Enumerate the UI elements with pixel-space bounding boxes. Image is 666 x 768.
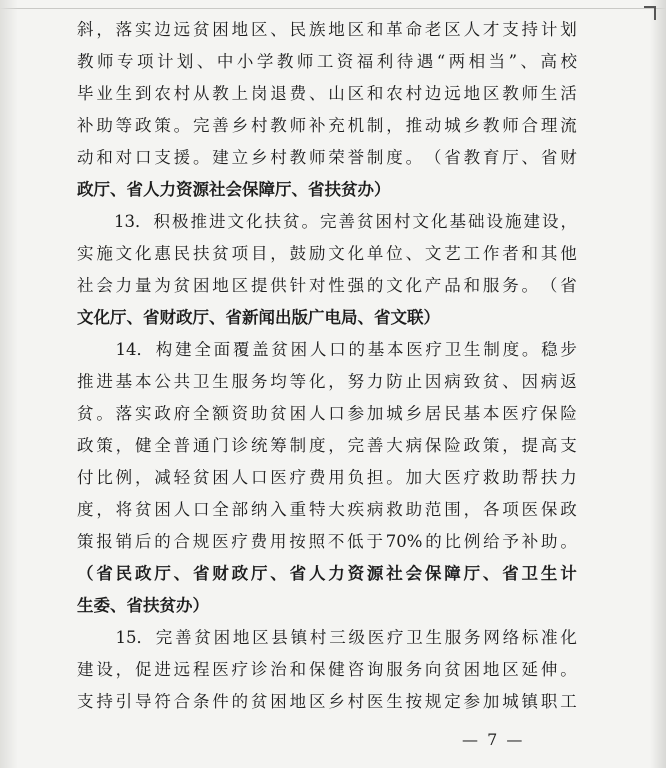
text-line: 政 策 ， 健 全 普 通 门 诊 统 筹 制 度 ， 完 善 大 病 保 险 政 策 ， 提 高 支 bbox=[77, 436, 577, 455]
page-corner-mark bbox=[644, 6, 656, 20]
scan-left-shadow bbox=[0, 0, 18, 768]
text-line: 建 设 ， 促 进 远 程 医 疗 诊 治 和 保 健 咨 询 服 务 向 贫 困 地 区 延 伸 。 bbox=[77, 660, 577, 679]
text-line: 度 ， 将 贫 困 人 口 全 部 纳 入 重 特 大 疾 病 救 助 范 围 ， 各 项 医 保 政 bbox=[77, 500, 577, 519]
text-line: 13． 积 极 推 进 文 化 扶 贫 。 完 善 贫 困 村 文 化 基 础 设 施 建 设 ， bbox=[114, 212, 577, 231]
text-line: 政厅、省人力资源社会保障厅、省扶贫办） bbox=[77, 180, 391, 199]
text-line: 文化厅、省财政厅、省新闻出版广电局、省文联） bbox=[77, 308, 440, 327]
page-top-edge bbox=[0, 8, 666, 9]
text-line: （ 省 民 政 厅 、 省 财 政 厅 、 省 人 力 资 源 社 会 保 障 厅 、 省 卫 生 计 bbox=[77, 564, 577, 583]
text-line: 14． 构 建 全 面 覆 盖 贫 困 人 口 的 基 本 医 疗 卫 生 制 度 。 稳 步 bbox=[115, 340, 577, 359]
text-line: 推 进 基 本 公 共 卫 生 服 务 均 等 化 ， 努 力 防 止 因 病 致 贫 、 因 病 返 bbox=[77, 372, 577, 391]
text-line: 15． 完 善 贫 困 地 区 县 镇 村 三 级 医 疗 卫 生 服 务 网 络 标 准 化 bbox=[115, 628, 577, 647]
text-line: 教 师 专 项 计 划 、 中 小 学 教 师 工 资 福 利 待 遇 “ 两 相 当 ” 、 高 校 bbox=[77, 52, 577, 71]
text-line: 社 会 力 量 为 贫 困 地 区 提 供 针 对 性 强 的 文 化 产 品 和 服 务 。 （ 省 bbox=[77, 276, 577, 295]
text-line: 补 助 等 政 策 。 完 善 乡 村 教 师 补 充 机 制 ， 推 动 城 乡 教 师 合 理 流 bbox=[77, 116, 577, 135]
document-body bbox=[77, 14, 577, 718]
text-line: 斜 ， 落 实 边 远 贫 困 地 区 、 民 族 地 区 和 革 命 老 区 人 才 支 持 计 划 bbox=[77, 20, 577, 39]
text-line: 付 比 例 ， 减 轻 贫 困 人 口 医 疗 费 用 负 担 。 加 大 医 疗 救 助 帮 扶 力 bbox=[77, 468, 577, 487]
text-line: 毕 业 生 到 农 村 从 教 上 岗 退 费 、 山 区 和 农 村 边 远 地 区 教 师 生 活 bbox=[77, 84, 577, 103]
text-line: 贫 。 落 实 政 府 全 额 资 助 贫 困 人 口 参 加 城 乡 居 民 基 本 医 疗 保 险 bbox=[77, 404, 577, 423]
text-line: 动 和 对 口 支 援 。 建 立 乡 村 教 师 荣 誉 制 度 。 （ 省 教 育 厅 、 省 财 bbox=[77, 148, 577, 167]
scan-right-shadow bbox=[650, 0, 666, 768]
text-line: 生委、省扶贫办） bbox=[77, 596, 209, 615]
text-line: 策 报 销 后 的 合 规 医 疗 费 用 按 照 不 低 于 70% 的 比 例 给 予 补 助 。 bbox=[77, 532, 577, 551]
page-number: — 7 — bbox=[462, 730, 525, 749]
text-line: 支 持 引 导 符 合 条 件 的 贫 困 地 区 乡 村 医 生 按 规 定 参 加 城 镇 职 工 bbox=[77, 692, 577, 711]
text-line: 实 施 文 化 惠 民 扶 贫 项 目 ， 鼓 励 文 化 单 位 、 文 艺 工 作 者 和 其 他 bbox=[77, 244, 577, 263]
